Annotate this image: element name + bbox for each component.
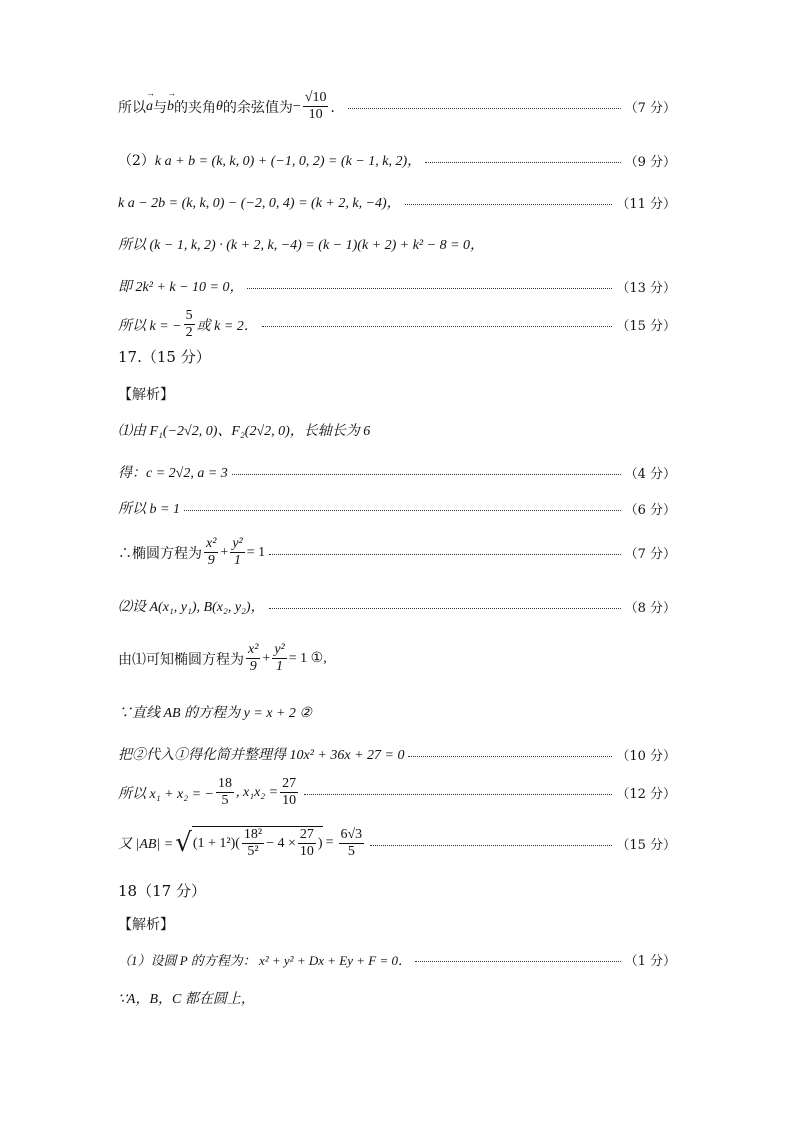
dot-leader bbox=[269, 554, 620, 555]
vector-b: → b bbox=[167, 99, 174, 115]
dot-leader bbox=[269, 608, 621, 609]
fraction-cos: $\frac{√10}{10}$ bbox=[304, 90, 327, 122]
dot-leader bbox=[232, 474, 621, 475]
line-c-a: 得：c = 2√2, a = 3 （4 分） bbox=[118, 462, 676, 482]
score-label: （1 分） bbox=[624, 954, 676, 969]
dot-leader bbox=[415, 961, 621, 962]
line-vieta: 所以 x₁ + x₂ = − $\frac{18}{5}$ , x₁x₂ = $\frac{27}{10}$ （12 分） bbox=[118, 776, 676, 808]
score-label: （6 分） bbox=[624, 502, 676, 518]
sqrt-content: (1 + 1²)( $\frac{\text{18²}}{\text{5²}}$ − 4 × $\frac{27}{10}$ ) bbox=[192, 827, 323, 859]
score-label: （7 分） bbox=[624, 547, 676, 562]
sqrt-sign: √ bbox=[175, 828, 192, 858]
score-label: （11 分） bbox=[616, 196, 676, 212]
dot-leader bbox=[408, 756, 612, 757]
line-k-solutions: 所以 k = − $\frac{5}{2}$ 或 k = 2． （15 分） bbox=[118, 308, 676, 340]
line-ka-plus-b: （2） k a + b = (k, k, 0) + (−1, 0, 2) = (k − 1, k, 2)， （9 分） bbox=[118, 150, 676, 170]
line-substitute: 把②代入①得化简并整理得 10x² + 36x + 27 = 0 （10 分） bbox=[118, 744, 676, 764]
dot-leader bbox=[348, 108, 620, 109]
dot-leader bbox=[370, 845, 612, 846]
line-ab-equation: ∵直线 AB 的方程为 y = x + 2 ② bbox=[118, 706, 312, 721]
score-label: （4 分） bbox=[624, 466, 676, 482]
line-chord-length: 又 |AB| = √ (1 + 1²)( $\frac{\text{18²}}{\text{5²}}$ − 4 × $\frac{27}{10}$ ) = $\frac{6√3}{5}$ （15 分） bbox=[118, 826, 676, 859]
dot-leader bbox=[304, 794, 612, 795]
line-ellipse-eq: ∴椭圆方程为 $\frac{\text{x²}}{9}$ + $\frac{\text{y²}}{1}$ = 1 （7 分） bbox=[118, 536, 676, 568]
score-label: （7 分） bbox=[624, 101, 676, 116]
score-label: （15 分） bbox=[616, 837, 676, 853]
line-circle-eq: （1）设圆 P 的方程为： x² + y² + Dx + Ey + F = 0． （1 分） bbox=[118, 950, 676, 969]
score-label: （13 分） bbox=[616, 280, 676, 296]
score-label: （8 分） bbox=[624, 600, 676, 616]
dot-leader bbox=[405, 204, 613, 205]
line-points-ab: ⑵设 A(x₁, y₁), B(x₂, y₂)， （8 分） bbox=[118, 596, 676, 616]
line-quadratic-k: 即 2k² + k − 10 = 0， （13 分） bbox=[118, 276, 676, 296]
dot-leader bbox=[184, 510, 621, 511]
line-foci: ⑴由 F₁(−2√2, 0)、F₂(2√2, 0)，长轴长为 6 bbox=[118, 424, 371, 439]
line-cosine-result: 所以 → a 与 → b 的夹角 θ 的余弦值为 − $\frac{√10}{10}$ ． （7 分） bbox=[118, 90, 676, 123]
analysis-label: 【解析】 bbox=[118, 917, 174, 933]
analysis-label: 【解析】 bbox=[118, 387, 174, 403]
line-points-on-circle: ∵A，B，C 都在圆上， bbox=[118, 992, 255, 1007]
line-b: 所以 b = 1 （6 分） bbox=[118, 498, 676, 518]
vector-a: → a bbox=[146, 99, 153, 115]
score-label: （15 分） bbox=[616, 319, 676, 334]
fraction-k: $\frac{5}{2}$ bbox=[185, 308, 193, 340]
question-18-heading: 18（17 分） bbox=[118, 882, 206, 900]
line-ka-minus-2b: k a − 2b = (k, k, 0) − (−2, 0, 4) = (k + 2, k, −4)， （11 分） bbox=[118, 192, 676, 212]
dot-leader bbox=[262, 326, 613, 327]
score-label: （12 分） bbox=[616, 787, 676, 802]
line-ellipse-ref: 由⑴可知椭圆方程为 $\frac{\text{x²}}{9}$ + $\frac{\text{y²}}{1}$ = 1 ①, bbox=[118, 642, 327, 674]
score-label: （9 分） bbox=[624, 154, 676, 170]
score-label: （10 分） bbox=[616, 748, 676, 764]
line-dot-product: 所以 (k − 1, k, 2) · (k + 2, k, −4) = (k − 1)(k + 2) + k² − 8 = 0， bbox=[118, 238, 485, 253]
dot-leader bbox=[247, 288, 612, 289]
dot-leader bbox=[425, 162, 620, 163]
question-17-heading: 17.（15 分） bbox=[118, 348, 211, 366]
